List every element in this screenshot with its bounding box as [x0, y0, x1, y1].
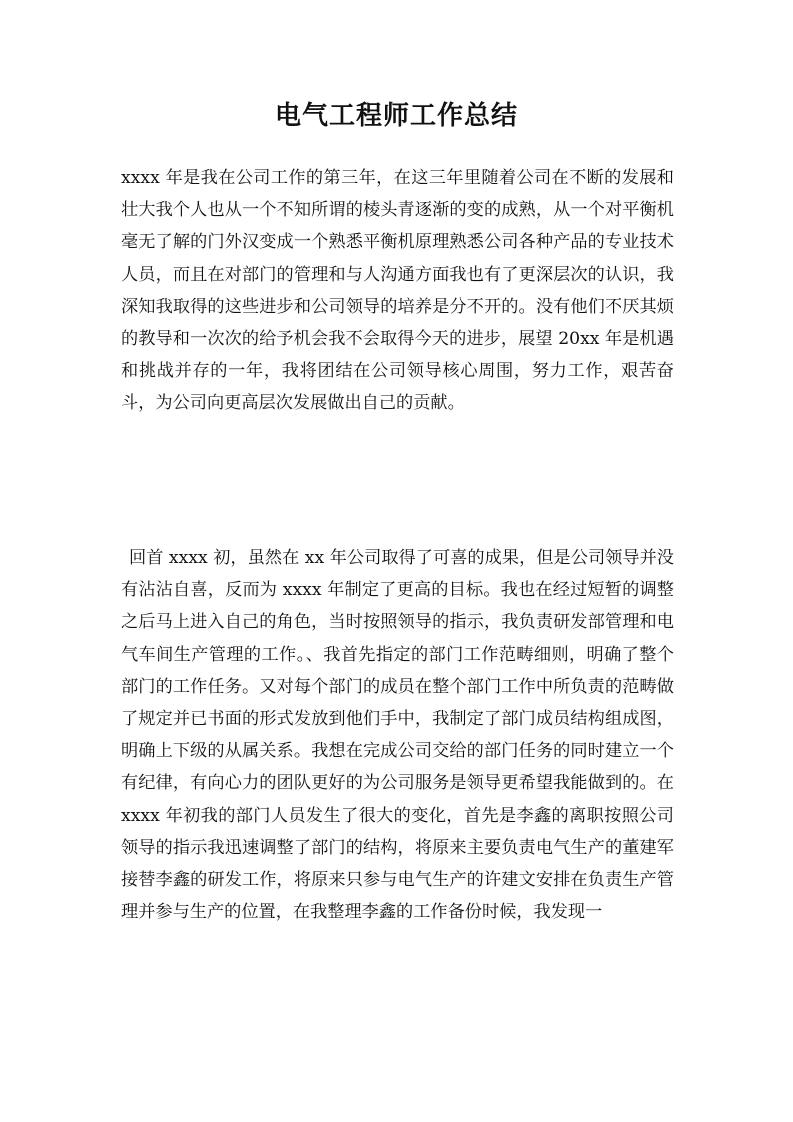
- paragraph-1: xxxx 年是我在公司工作的第三年，在这三年里随着公司在不断的发展和壮大我个人也从一个不知所谓的棱头青逐渐的变的成熟，从一个对平衡机毫无了解的门外汉变成一个熟悉平衡机原理熟悉公司各种产品的专业技术人员，而且在对部门的管理和与人沟通方面我也有了更深层次的认识，我深知我取得的这些进步和公司领导的培养是分不开的。没有他们不厌其烦的教导和一次次的给予机会我不会取得今天的进步，展望 20xx 年是机遇和挑战并存的一年，我将团结在公司领导核心周围，努力工作，艰苦奋斗，为公司向更高层次发展做出自己的贡献。: [121, 168, 674, 414]
- paragraph-2: 回首 xxxx 初，虽然在 xx 年公司取得了可喜的成果，但是公司领导并没有沾沾自喜，反而为 xxxx 年制定了更高的目标。我也在经过短暂的调整之后马上进入自己的角色，当时按照领导的指示，我负责研发部管理和电气车间生产管理的工作。、我首先指定的部门工作范畴细则，明确了整个部门的工作任务。又对每个部门的成员在整个部门工作中所负责的范畴做了规定并已书面的形式发放到他们手中，我制定了部门成员结构组成图，明确上下级的从属关系。我想在完成公司交给的部门任务的同时建立一个有纪律，有向心力的团队更好的为公司服务是领导更希望我能做到的。在 xxxx 年初我的部门人员发生了很大的变化，首先是李鑫的离职按照公司领导的指示我迅速调整了部门的结构，将原来主要负责电气生产的董建军接替李鑫的研发工作，将原来只参与电气生产的许建文安排在负责生产管理并参与生产的位置，在我整理李鑫的工作备份时候，我发现一: [121, 548, 674, 923]
- document-title: 电气工程师工作总结: [274, 101, 518, 131]
